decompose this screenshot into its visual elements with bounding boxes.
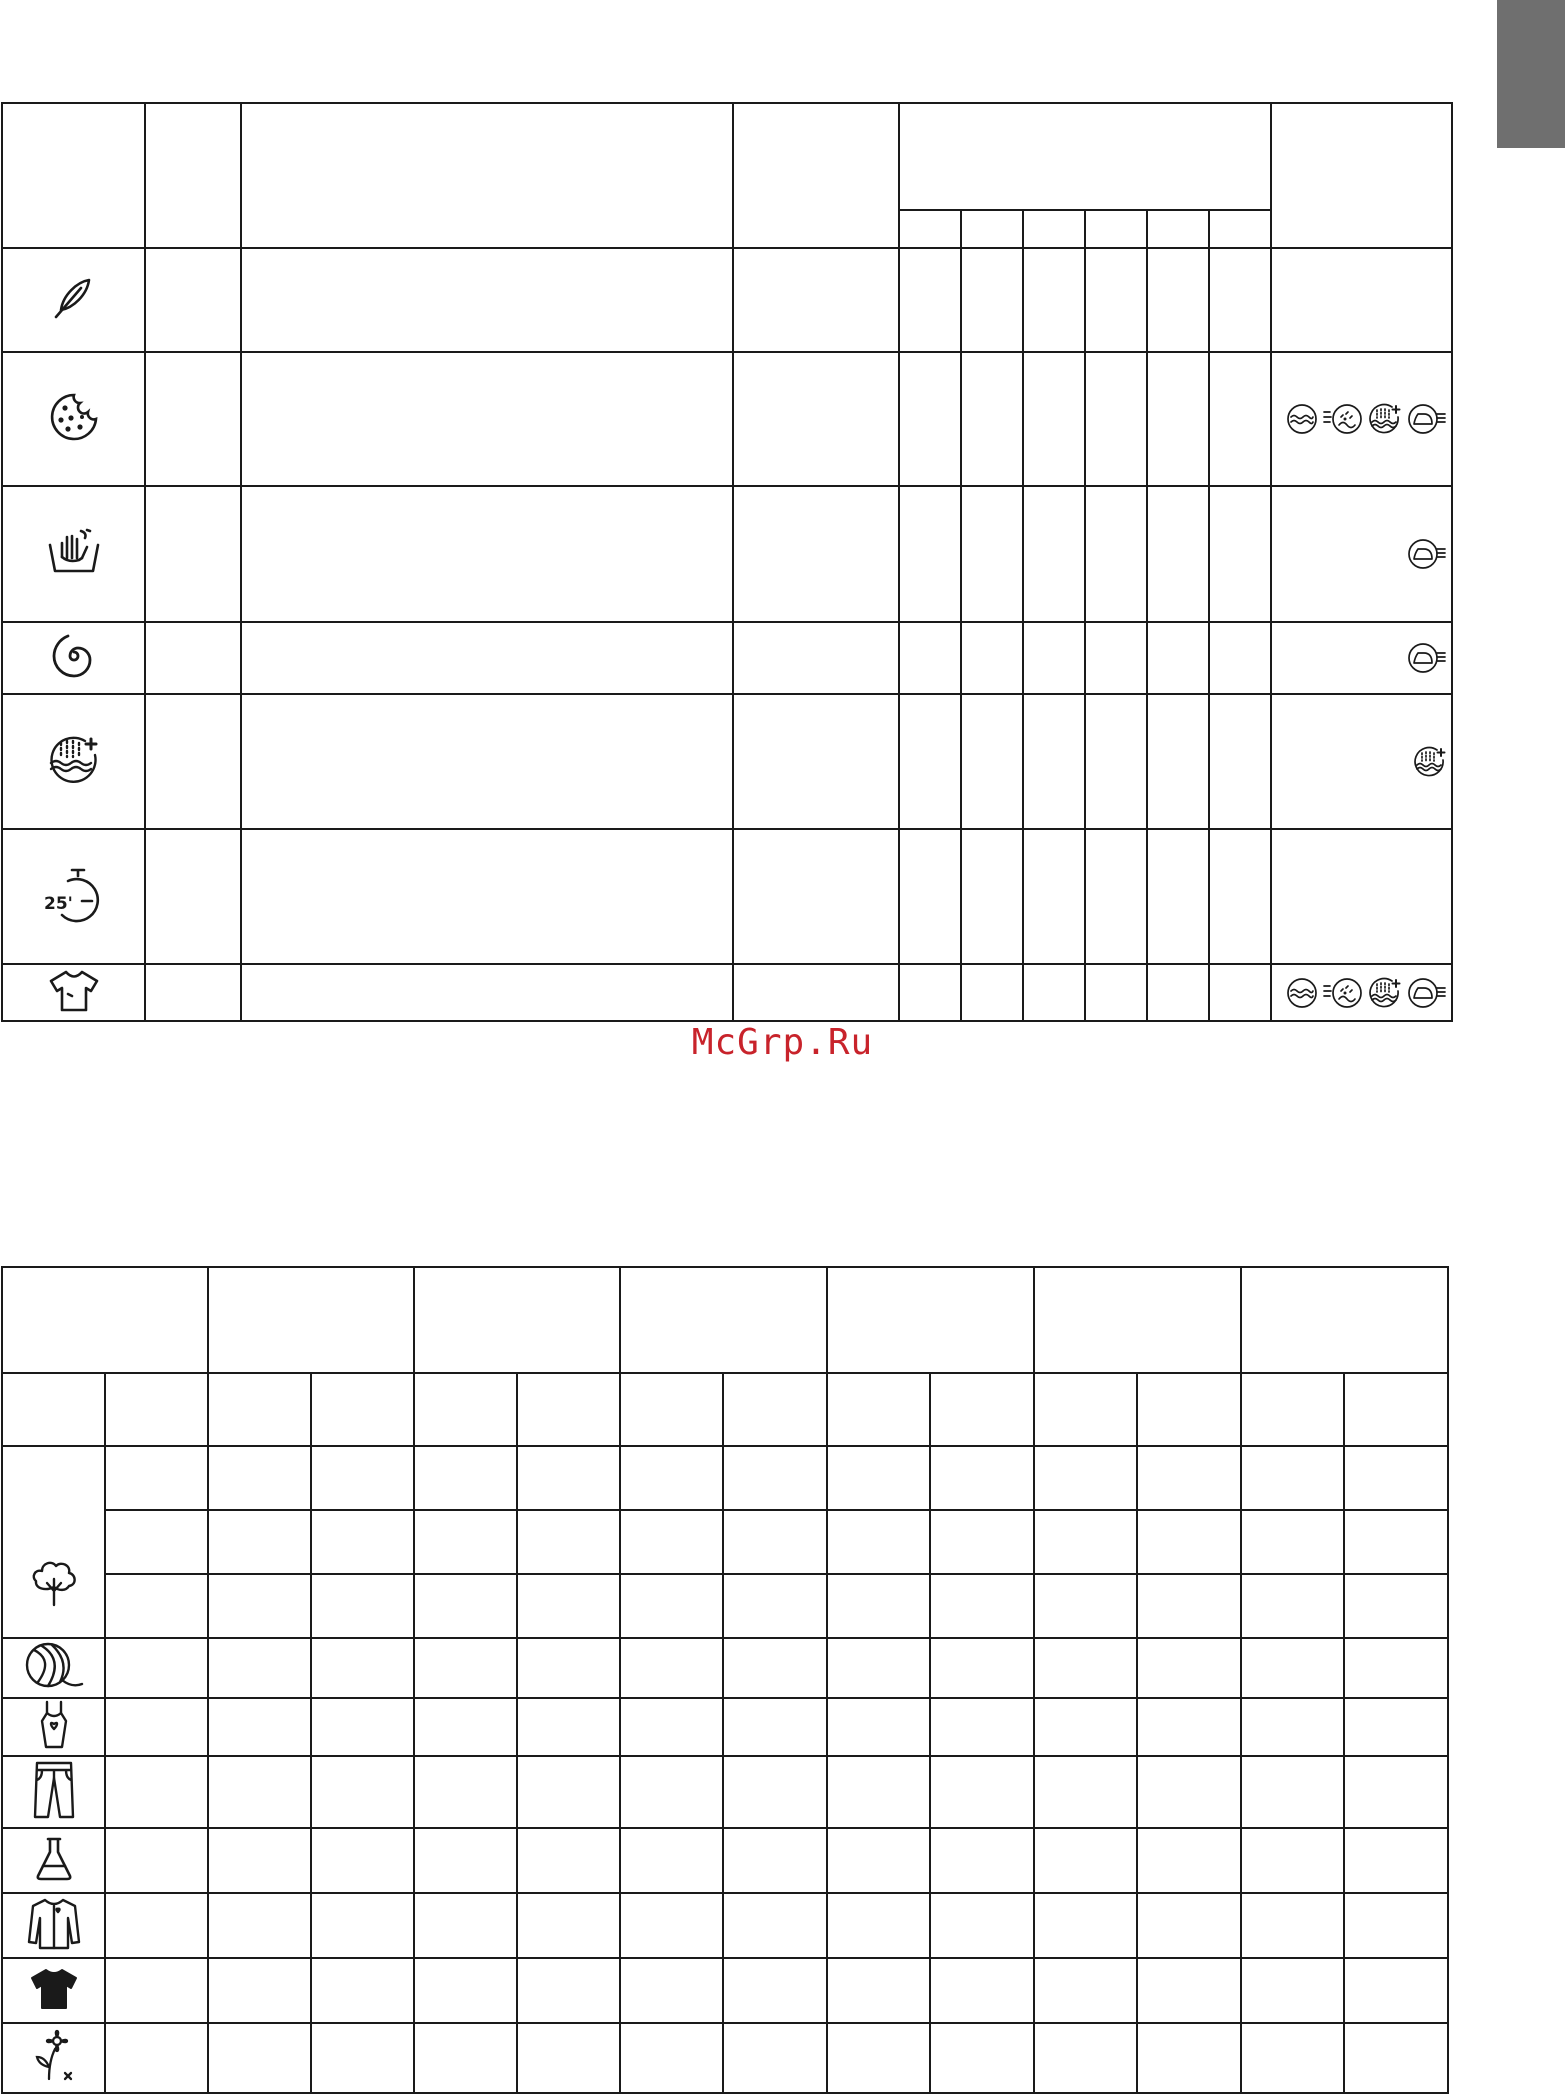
subheader-cell [961, 210, 1023, 248]
consumption-cell [414, 1893, 517, 1958]
feather-icon [51, 306, 97, 325]
consumption-cell [1034, 1510, 1137, 1574]
consumption-cell [414, 1446, 517, 1510]
consumption-cell [208, 1446, 311, 1510]
consumption-cell [1137, 1574, 1241, 1638]
program-row [2, 622, 1452, 694]
consumption-cell [414, 2023, 517, 2093]
consumption-cell [1344, 1510, 1448, 1574]
consumption-cell [1344, 1756, 1448, 1828]
consumption-cell [311, 2023, 414, 2093]
program-cell [1209, 829, 1271, 964]
consumption-cell [1137, 1756, 1241, 1828]
subheader-cell [1034, 1373, 1137, 1446]
consumption-cell [1241, 1828, 1344, 1893]
program-cell [241, 964, 733, 1021]
rinse-option-icon [1286, 982, 1323, 1001]
consumption-cell [1241, 1698, 1344, 1756]
options-cell [1271, 622, 1452, 694]
hand-wash-icon [47, 562, 101, 581]
program-cell [1085, 248, 1147, 352]
consumption-row [2, 1828, 1448, 1893]
options-cell [1271, 694, 1452, 829]
steam-plus-option-icon [1368, 409, 1407, 428]
consumption-cell [517, 1828, 620, 1893]
iron-option-icon [1407, 544, 1447, 563]
fabric-icon-cell [2, 1828, 105, 1893]
consumption-cell [105, 1510, 208, 1574]
fabric-icon-cell [2, 1446, 105, 1638]
consumption-cell [517, 1574, 620, 1638]
delicates-dress-icon [38, 1736, 70, 1755]
program-icon-cell [2, 486, 145, 622]
consumption-cell [105, 1574, 208, 1638]
consumption-cell [1344, 1574, 1448, 1638]
program-cell [899, 248, 961, 352]
consumption-cell [105, 1828, 208, 1893]
consumption-cell [930, 1574, 1034, 1638]
iron-option-icon [1407, 648, 1447, 667]
tshirt-outline-icon [48, 998, 100, 1017]
program-row [2, 352, 1452, 486]
program-cell [733, 694, 899, 829]
fabric-icon-cell [2, 1638, 105, 1698]
consumption-cell [105, 1958, 208, 2023]
program-cell [1209, 694, 1271, 829]
consumption-cell [620, 1446, 723, 1510]
program-cell [1147, 486, 1209, 622]
consumption-cell [827, 1756, 930, 1828]
program-cell [733, 964, 899, 1021]
program-cell [899, 352, 961, 486]
consumption-row [2, 2023, 1448, 2093]
subheader-cell [1023, 210, 1085, 248]
program-cell [961, 829, 1023, 964]
consumption-cell [1137, 1958, 1241, 2023]
consumption-row [2, 1638, 1448, 1698]
program-cell [1023, 352, 1085, 486]
consumption-cell [1241, 2023, 1344, 2093]
consumption-cell [1034, 1958, 1137, 2023]
consumption-cell [208, 2023, 311, 2093]
consumption-row [2, 1574, 1448, 1638]
program-cell [1209, 486, 1271, 622]
consumption-cell [208, 1510, 311, 1574]
consumption-cell [930, 1698, 1034, 1756]
header-cell [2, 1267, 208, 1373]
options-cell [1271, 248, 1452, 352]
consumption-cell [930, 1446, 1034, 1510]
program-row [2, 964, 1452, 1021]
consumption-cell [105, 2023, 208, 2093]
consumption-cell [620, 1958, 723, 2023]
header-cell [1034, 1267, 1241, 1373]
timer-label: 25' [43, 893, 73, 914]
consumption-cell [1034, 1574, 1137, 1638]
consumption-cell [620, 1893, 723, 1958]
consumption-cell [930, 1638, 1034, 1698]
consumption-cell [930, 1893, 1034, 1958]
consumption-cell [311, 1698, 414, 1756]
consumption-cell [414, 1574, 517, 1638]
program-icon-cell [2, 248, 145, 352]
steam-plus-option-icon [1368, 982, 1407, 1001]
program-row [2, 486, 1452, 622]
consumption-cell [1137, 1828, 1241, 1893]
consumption-cell [517, 1698, 620, 1756]
consumption-cell [311, 1446, 414, 1510]
program-cell [145, 964, 241, 1021]
consumption-cell [930, 2023, 1034, 2093]
consumption-cell [1034, 2023, 1137, 2093]
consumption-cell [723, 1446, 827, 1510]
consumption-cell [208, 1756, 311, 1828]
program-cell [145, 622, 241, 694]
consumption-cell [208, 1638, 311, 1698]
consumption-cell [1137, 1638, 1241, 1698]
subheader-cell [208, 1373, 311, 1446]
consumption-cell [1034, 1828, 1137, 1893]
options-cell [1271, 486, 1452, 622]
consumption-cell [827, 1828, 930, 1893]
steam-plus-icon [47, 772, 101, 791]
consumption-cell [827, 1574, 930, 1638]
header-cell [899, 103, 1271, 210]
consumption-cell [930, 1828, 1034, 1893]
consumption-cell [517, 1638, 620, 1698]
consumption-cell [105, 1893, 208, 1958]
program-cell [241, 694, 733, 829]
consumption-cell [620, 1574, 723, 1638]
options-cell [1271, 964, 1452, 1021]
stain-option-icon [1323, 982, 1368, 1001]
program-cell [145, 248, 241, 352]
program-cell [241, 352, 733, 486]
program-icon-cell [2, 694, 145, 829]
iron-option-icon [1407, 982, 1447, 1001]
consumption-cell [311, 1756, 414, 1828]
consumption-cell [311, 1574, 414, 1638]
consumption-cell [827, 1958, 930, 2023]
subheader-cell [723, 1373, 827, 1446]
header-cell [1271, 103, 1452, 248]
consumption-cell [827, 1638, 930, 1698]
consumption-cell [827, 2023, 930, 2093]
consumption-cell [208, 1958, 311, 2023]
consumption-cell [620, 1510, 723, 1574]
consumption-cell [1034, 1698, 1137, 1756]
subheader-cell [899, 210, 961, 248]
program-cell [899, 964, 961, 1021]
consumption-row [2, 1446, 1448, 1510]
consumption-cell [1034, 1446, 1137, 1510]
program-cell [733, 352, 899, 486]
program-cell [1085, 622, 1147, 694]
consumption-cell [1344, 1828, 1448, 1893]
consumption-row [2, 1893, 1448, 1958]
consumption-cell [208, 1893, 311, 1958]
fabric-icon-cell [2, 1698, 105, 1756]
tshirt-filled-icon [30, 1995, 78, 2014]
program-cell [145, 352, 241, 486]
program-cell [961, 964, 1023, 1021]
program-icon-cell [2, 352, 145, 486]
consumption-cell [1344, 1446, 1448, 1510]
program-cell [899, 694, 961, 829]
flask-icon [34, 1867, 74, 1886]
consumption-cell [208, 1698, 311, 1756]
consumption-cell [930, 1510, 1034, 1574]
program-cell [1023, 248, 1085, 352]
program-cell [1147, 248, 1209, 352]
language-tab [1497, 0, 1565, 148]
consumption-cell [1137, 1893, 1241, 1958]
consumption-cell [311, 1638, 414, 1698]
consumption-cell [105, 1756, 208, 1828]
iron-option-icon [1407, 409, 1447, 428]
program-cell [241, 486, 733, 622]
subheader-cell [1209, 210, 1271, 248]
consumption-cell [208, 1574, 311, 1638]
program-cell [1147, 829, 1209, 964]
consumption-cell [1137, 1698, 1241, 1756]
watermark: McGrp.Ru [691, 1022, 874, 1063]
consumption-row [2, 1698, 1448, 1756]
consumption-cell [1034, 1638, 1137, 1698]
program-cell [899, 486, 961, 622]
program-row [2, 248, 1452, 352]
header-cell [733, 103, 899, 248]
consumption-cell [723, 1510, 827, 1574]
program-cell [145, 694, 241, 829]
program-row [2, 829, 1452, 964]
consumption-cell [517, 1446, 620, 1510]
consumption-cell [208, 1828, 311, 1893]
program-cell [1085, 352, 1147, 486]
header-cell [414, 1267, 620, 1373]
consumption-cell [1241, 1893, 1344, 1958]
jeans-icon [33, 1805, 75, 1824]
header-cell [208, 1267, 414, 1373]
consumption-cell [517, 1756, 620, 1828]
consumption-cell [1034, 1756, 1137, 1828]
header-cell [827, 1267, 1034, 1373]
header-cell [1241, 1267, 1448, 1373]
program-cell [1023, 964, 1085, 1021]
program-cell [1023, 486, 1085, 622]
consumption-cell [517, 1510, 620, 1574]
consumption-row [2, 1756, 1448, 1828]
consumption-cell [1241, 1756, 1344, 1828]
subheader-cell [1137, 1373, 1241, 1446]
subheader-row [2, 1373, 1448, 1446]
consumption-cell [620, 1698, 723, 1756]
program-cell [1023, 694, 1085, 829]
consumption-cell [311, 1893, 414, 1958]
consumption-cell [105, 1638, 208, 1698]
consumption-cell [1241, 1574, 1344, 1638]
program-cell [1209, 622, 1271, 694]
consumption-cell [723, 1893, 827, 1958]
program-cell [145, 486, 241, 622]
program-cell [961, 486, 1023, 622]
program-cell [241, 829, 733, 964]
consumption-cell [1241, 1446, 1344, 1510]
consumption-cell [620, 1828, 723, 1893]
program-cell [961, 622, 1023, 694]
consumption-row [2, 1510, 1448, 1574]
subheader-cell [105, 1373, 208, 1446]
program-cell [1147, 964, 1209, 1021]
program-cell [733, 486, 899, 622]
consumption-cell [827, 1510, 930, 1574]
program-icon-cell [2, 964, 145, 1021]
program-cell [733, 829, 899, 964]
program-cell [1085, 694, 1147, 829]
program-cell [1209, 248, 1271, 352]
header-cell [241, 103, 733, 248]
subheader-cell [1147, 210, 1209, 248]
wool-ball-icon [24, 1677, 84, 1696]
consumption-cell [1344, 2023, 1448, 2093]
consumption-cell [620, 1638, 723, 1698]
consumption-cell [1034, 1893, 1137, 1958]
program-cell [899, 829, 961, 964]
consumption-cell [827, 1893, 930, 1958]
consumption-cell [723, 1756, 827, 1828]
program-cell [899, 622, 961, 694]
program-row [2, 694, 1452, 829]
consumption-cell [620, 1756, 723, 1828]
subheader-cell [1344, 1373, 1448, 1446]
consumption-cell [414, 1828, 517, 1893]
header-cell [620, 1267, 827, 1373]
consumption-cell [414, 1756, 517, 1828]
fabric-icon-cell [2, 1893, 105, 1958]
program-cell [1147, 352, 1209, 486]
consumption-cell [723, 2023, 827, 2093]
program-icon-cell [2, 829, 145, 964]
subheader-cell [620, 1373, 723, 1446]
consumption-cell [311, 1510, 414, 1574]
spiral-icon [47, 668, 101, 687]
program-cell [733, 248, 899, 352]
program-cell [961, 248, 1023, 352]
cotton-icon [29, 1594, 79, 1613]
consumption-cell [827, 1446, 930, 1510]
consumption-cell [1241, 1958, 1344, 2023]
subheader-cell [1241, 1373, 1344, 1446]
options-cell [1271, 352, 1452, 486]
consumption-cell [517, 2023, 620, 2093]
flower-icon [29, 2070, 79, 2089]
steam-plus-option-icon [1413, 751, 1447, 770]
consumption-cell [1344, 1958, 1448, 2023]
consumption-cell [723, 1698, 827, 1756]
header-cell [2, 103, 145, 248]
consumption-cell [517, 1893, 620, 1958]
subheader-cell [1085, 210, 1147, 248]
fabric-icon-cell [2, 1958, 105, 2023]
program-table [1, 102, 1453, 1022]
consumption-cell [723, 1958, 827, 2023]
consumption-cell [723, 1574, 827, 1638]
consumption-cell [1344, 1893, 1448, 1958]
consumption-cell [311, 1828, 414, 1893]
program-icon-cell [2, 622, 145, 694]
consumption-cell [930, 1958, 1034, 2023]
program-cell [1085, 829, 1147, 964]
consumption-cell [1137, 1510, 1241, 1574]
consumption-row [2, 1958, 1448, 2023]
consumption-cell [1137, 2023, 1241, 2093]
consumption-cell [620, 2023, 723, 2093]
program-cell [1023, 622, 1085, 694]
consumption-cell [105, 1446, 208, 1510]
consumption-cell [1241, 1638, 1344, 1698]
subheader-cell [827, 1373, 930, 1446]
consumption-cell [1344, 1638, 1448, 1698]
timer-25-icon [43, 893, 104, 927]
program-cell [961, 694, 1023, 829]
fabric-icon-cell [2, 1756, 105, 1828]
program-cell [961, 352, 1023, 486]
consumption-cell [105, 1698, 208, 1756]
program-cell [1085, 486, 1147, 622]
program-cell [241, 622, 733, 694]
subheader-cell [517, 1373, 620, 1446]
program-cell [1147, 622, 1209, 694]
subheader-cell [2, 1373, 105, 1446]
consumption-cell [311, 1958, 414, 2023]
rinse-option-icon [1286, 409, 1323, 428]
consumption-table [1, 1266, 1449, 2094]
consumption-cell [1344, 1698, 1448, 1756]
stain-option-icon [1323, 409, 1368, 428]
subheader-cell [930, 1373, 1034, 1446]
cookie-stain-icon [49, 427, 99, 446]
consumption-cell [827, 1698, 930, 1756]
program-cell [1085, 964, 1147, 1021]
program-cell [1023, 829, 1085, 964]
consumption-cell [723, 1638, 827, 1698]
program-cell [733, 622, 899, 694]
options-cell [1271, 829, 1452, 964]
consumption-cell [930, 1756, 1034, 1828]
subheader-cell [414, 1373, 517, 1446]
consumption-cell [414, 1698, 517, 1756]
consumption-cell [517, 1958, 620, 2023]
consumption-cell [1137, 1446, 1241, 1510]
consumption-cell [414, 1510, 517, 1574]
consumption-cell [414, 1638, 517, 1698]
subheader-cell [311, 1373, 414, 1446]
program-cell [1209, 352, 1271, 486]
consumption-cell [414, 1958, 517, 2023]
program-cell [1147, 694, 1209, 829]
program-cell [145, 829, 241, 964]
consumption-cell [1241, 1510, 1344, 1574]
program-cell [1209, 964, 1271, 1021]
program-cell [241, 248, 733, 352]
shirt-icon [27, 1937, 81, 1956]
fabric-icon-cell [2, 2023, 105, 2093]
consumption-cell [723, 1828, 827, 1893]
header-cell [145, 103, 241, 248]
